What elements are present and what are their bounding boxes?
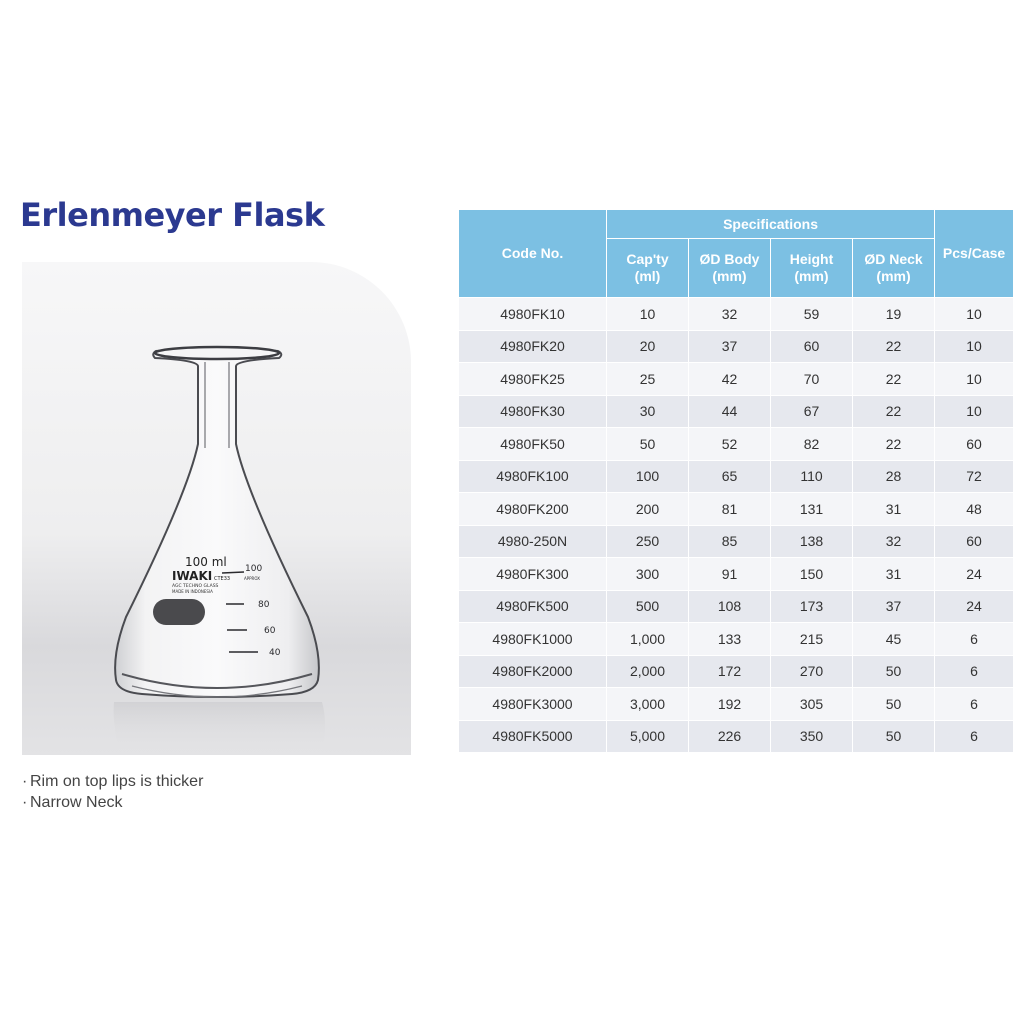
capacity-cell: 2,000 [607, 655, 689, 688]
table-row [459, 493, 1014, 526]
body-diameter-cell: 85 [689, 525, 771, 558]
capacity-cell: 20 [607, 330, 689, 363]
height-cell: 150 [771, 558, 853, 591]
code-cell: 4980-250N [459, 525, 607, 558]
height-cell: 138 [771, 525, 853, 558]
body-diameter-cell: 108 [689, 590, 771, 623]
erlenmeyer-flask-illustration [22, 262, 411, 755]
capacity-cell: 100 [607, 460, 689, 493]
table-row [459, 298, 1014, 331]
pcs-case-cell: 72 [935, 460, 1014, 493]
header-code-no: Code No. [459, 210, 607, 298]
table-row [459, 720, 1014, 753]
code-cell: 4980FK3000 [459, 688, 607, 721]
table-row [459, 688, 1014, 721]
code-cell: 4980FK10 [459, 298, 607, 331]
code-cell: 4980FK500 [459, 590, 607, 623]
header-pcs-case: Pcs/Case [935, 210, 1014, 298]
flask-brand-logo: IWAKI [172, 569, 213, 583]
pcs-case-cell: 10 [935, 298, 1014, 331]
capacity-cell: 500 [607, 590, 689, 623]
neck-diameter-cell: 22 [853, 330, 935, 363]
body-diameter-cell: 91 [689, 558, 771, 591]
flask-photo [22, 262, 411, 755]
height-cell: 305 [771, 688, 853, 721]
pcs-case-cell: 6 [935, 688, 1014, 721]
capacity-cell: 5,000 [607, 720, 689, 753]
flask-volume-label: 100 ml [185, 555, 227, 569]
table-row [459, 363, 1014, 396]
code-cell: 4980FK30 [459, 395, 607, 428]
height-cell: 173 [771, 590, 853, 623]
neck-diameter-cell: 45 [853, 623, 935, 656]
header-capacity [607, 239, 689, 298]
height-cell: 67 [771, 395, 853, 428]
pcs-case-cell: 6 [935, 623, 1014, 656]
pcs-case-cell: 10 [935, 395, 1014, 428]
neck-diameter-cell: 22 [853, 395, 935, 428]
table-row [459, 590, 1014, 623]
body-diameter-cell: 133 [689, 623, 771, 656]
specifications-table [458, 209, 1014, 753]
height-cell: 110 [771, 460, 853, 493]
height-cell: 270 [771, 655, 853, 688]
table-row [459, 428, 1014, 461]
body-diameter-cell: 65 [689, 460, 771, 493]
header-height-unit: (mm) [794, 268, 829, 284]
feature-note: · Narrow Neck [22, 794, 123, 811]
graduation-label-60: 60 [264, 626, 276, 636]
table-row [459, 655, 1014, 688]
flask-model-code: CTE33 [214, 576, 231, 582]
header-height-label: Height [789, 251, 834, 267]
header-body-diameter [689, 239, 771, 298]
specifications-table-body [459, 298, 1014, 753]
feature-note-text: Rim on top lips is thicker [30, 773, 204, 790]
code-cell: 4980FK1000 [459, 623, 607, 656]
graduation-label-100: 100 [245, 564, 263, 574]
body-diameter-cell: 37 [689, 330, 771, 363]
capacity-cell: 10 [607, 298, 689, 331]
height-cell: 70 [771, 363, 853, 396]
header-neck-unit: (mm) [876, 268, 911, 284]
capacity-cell: 30 [607, 395, 689, 428]
graduation-label-80: 80 [258, 600, 270, 610]
neck-diameter-cell: 50 [853, 720, 935, 753]
body-diameter-cell: 42 [689, 363, 771, 396]
flask-origin-text: MADE IN INDONESIA [172, 589, 213, 594]
pcs-case-cell: 10 [935, 330, 1014, 363]
header-body-unit: (mm) [712, 268, 747, 284]
neck-diameter-cell: 37 [853, 590, 935, 623]
table-row [459, 525, 1014, 558]
code-cell: 4980FK50 [459, 428, 607, 461]
body-diameter-cell: 172 [689, 655, 771, 688]
pcs-case-cell: 60 [935, 525, 1014, 558]
code-cell: 4980FK5000 [459, 720, 607, 753]
graduation-approx-label: APPROX [244, 576, 260, 581]
height-cell: 131 [771, 493, 853, 526]
height-cell: 60 [771, 330, 853, 363]
height-cell: 82 [771, 428, 853, 461]
pcs-case-cell: 24 [935, 590, 1014, 623]
code-cell: 4980FK200 [459, 493, 607, 526]
feature-note: · Rim on top lips is thicker [22, 773, 204, 790]
body-diameter-cell: 226 [689, 720, 771, 753]
code-cell: 4980FK300 [459, 558, 607, 591]
header-capacity-label: Cap'ty [626, 251, 669, 267]
neck-diameter-cell: 28 [853, 460, 935, 493]
header-height [771, 239, 853, 298]
page-title: Erlenmeyer Flask [20, 196, 325, 234]
neck-diameter-cell: 50 [853, 688, 935, 721]
table-row [459, 558, 1014, 591]
pcs-case-cell: 10 [935, 363, 1014, 396]
header-body-label: ØD Body [699, 251, 760, 267]
pcs-case-cell: 6 [935, 720, 1014, 753]
header-neck-label: ØD Neck [864, 251, 923, 267]
pcs-case-cell: 48 [935, 493, 1014, 526]
table-row [459, 460, 1014, 493]
pcs-case-cell: 60 [935, 428, 1014, 461]
capacity-cell: 50 [607, 428, 689, 461]
body-diameter-cell: 32 [689, 298, 771, 331]
capacity-cell: 1,000 [607, 623, 689, 656]
writing-patch [153, 599, 205, 625]
neck-diameter-cell: 32 [853, 525, 935, 558]
code-cell: 4980FK100 [459, 460, 607, 493]
capacity-cell: 25 [607, 363, 689, 396]
graduation-label-40: 40 [269, 648, 281, 658]
neck-diameter-cell: 50 [853, 655, 935, 688]
header-specifications: Specifications [607, 210, 935, 239]
body-diameter-cell: 81 [689, 493, 771, 526]
neck-diameter-cell: 31 [853, 493, 935, 526]
header-capacity-unit: (ml) [634, 268, 661, 284]
flask-maker-text: AGC TECHNO GLASS [172, 584, 219, 589]
pcs-case-cell: 6 [935, 655, 1014, 688]
neck-diameter-cell: 22 [853, 428, 935, 461]
capacity-cell: 3,000 [607, 688, 689, 721]
code-cell: 4980FK25 [459, 363, 607, 396]
table-row [459, 395, 1014, 428]
body-diameter-cell: 52 [689, 428, 771, 461]
header-neck-diameter [853, 239, 935, 298]
neck-diameter-cell: 31 [853, 558, 935, 591]
capacity-cell: 300 [607, 558, 689, 591]
code-cell: 4980FK2000 [459, 655, 607, 688]
neck-diameter-cell: 22 [853, 363, 935, 396]
height-cell: 350 [771, 720, 853, 753]
feature-note-text: Narrow Neck [30, 794, 123, 811]
table-row [459, 623, 1014, 656]
height-cell: 215 [771, 623, 853, 656]
neck-diameter-cell: 19 [853, 298, 935, 331]
capacity-cell: 200 [607, 493, 689, 526]
capacity-cell: 250 [607, 525, 689, 558]
code-cell: 4980FK20 [459, 330, 607, 363]
height-cell: 59 [771, 298, 853, 331]
table-row [459, 330, 1014, 363]
body-diameter-cell: 44 [689, 395, 771, 428]
feature-notes [22, 771, 203, 813]
body-diameter-cell: 192 [689, 688, 771, 721]
pcs-case-cell: 24 [935, 558, 1014, 591]
